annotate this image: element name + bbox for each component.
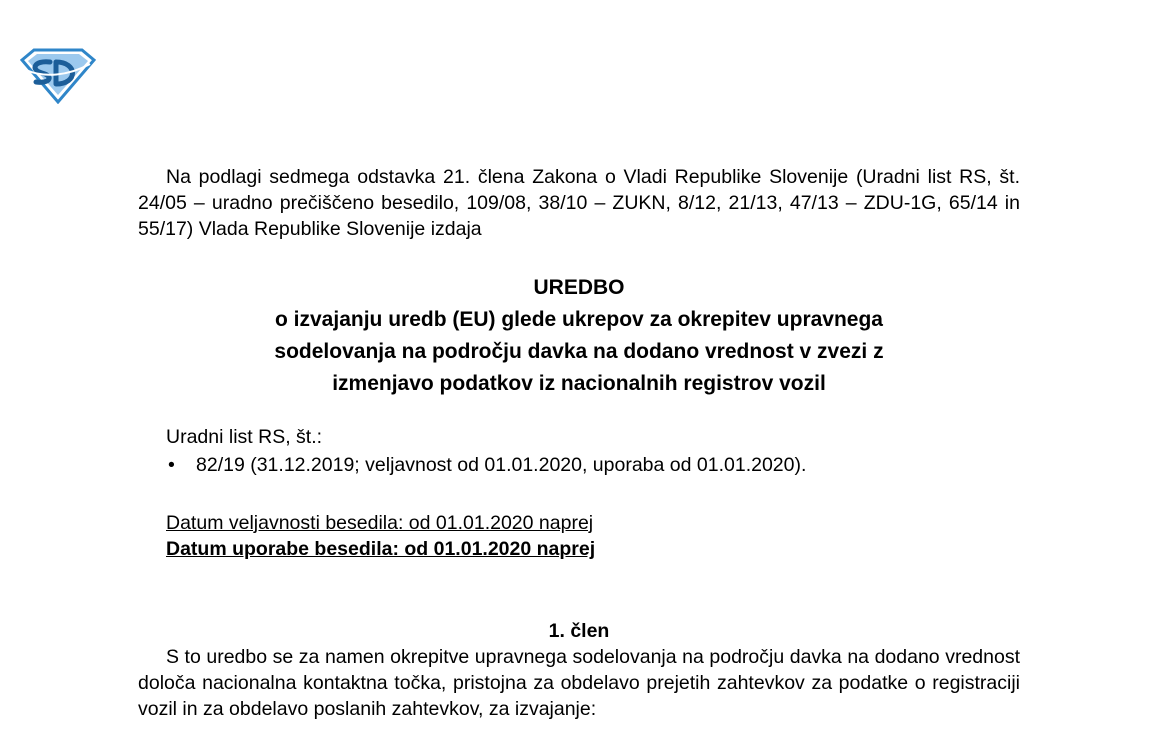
diamond-logo-icon	[20, 48, 96, 104]
title-line-1: o izvajanju uredb (EU) glede ukrepov za okrepitev upravnega	[275, 308, 883, 331]
gazette-item-text: 82/19 (31.12.2019; veljavnost od 01.01.2020, uporaba od 01.01.2020).	[196, 454, 807, 476]
article-1-title: 1. člen	[548, 620, 610, 642]
publisher-logo	[20, 48, 96, 104]
article-1-text: S to uredbo se za namen okrepitve upravnega sodelovanja na področju davka na dodano vrednost določa nacionalna kontaktna točka, pristojna za obdelavo prejetih zahtevkov za podatke o registraciji vozil in za obdelavo poslanih zahtevkov, za izvajanje:	[138, 646, 1020, 720]
gazette-list	[166, 452, 1020, 478]
preamble-paragraph: Na podlagi sedmega odstavka 21. člena Zakona o Vladi Republike Slovenije (Uradni list RS, št. 24/05 – uradno prečiščeno besedilo, 109/08, 38/10 – ZUKN, 8/12, 21/13, 47/13 – ZDU-1G, 65/14 in 55/17) Vlada Republike Slovenije izdaja	[138, 166, 1020, 240]
title-line-3: izmenjavo podatkov iz nacionalnih registrov vozil	[332, 372, 826, 395]
bullet-icon: •	[168, 454, 175, 476]
title-heading: UREDBO	[533, 276, 625, 299]
dates-section	[138, 510, 1020, 562]
application-date: Datum uporabe besedila: od 01.01.2020 naprej	[166, 538, 596, 560]
gazette-section	[138, 424, 1020, 478]
gazette-label: Uradni list RS, št.:	[166, 426, 323, 448]
document-body	[138, 164, 1020, 722]
gazette-list-item	[166, 452, 1020, 478]
title-line-2: sodelovanja na področju davka na dodano vrednost v zvezi z	[274, 340, 884, 363]
validity-date: Datum veljavnosti besedila: od 01.01.2020 naprej	[166, 512, 594, 534]
regulation-title	[138, 272, 1020, 400]
